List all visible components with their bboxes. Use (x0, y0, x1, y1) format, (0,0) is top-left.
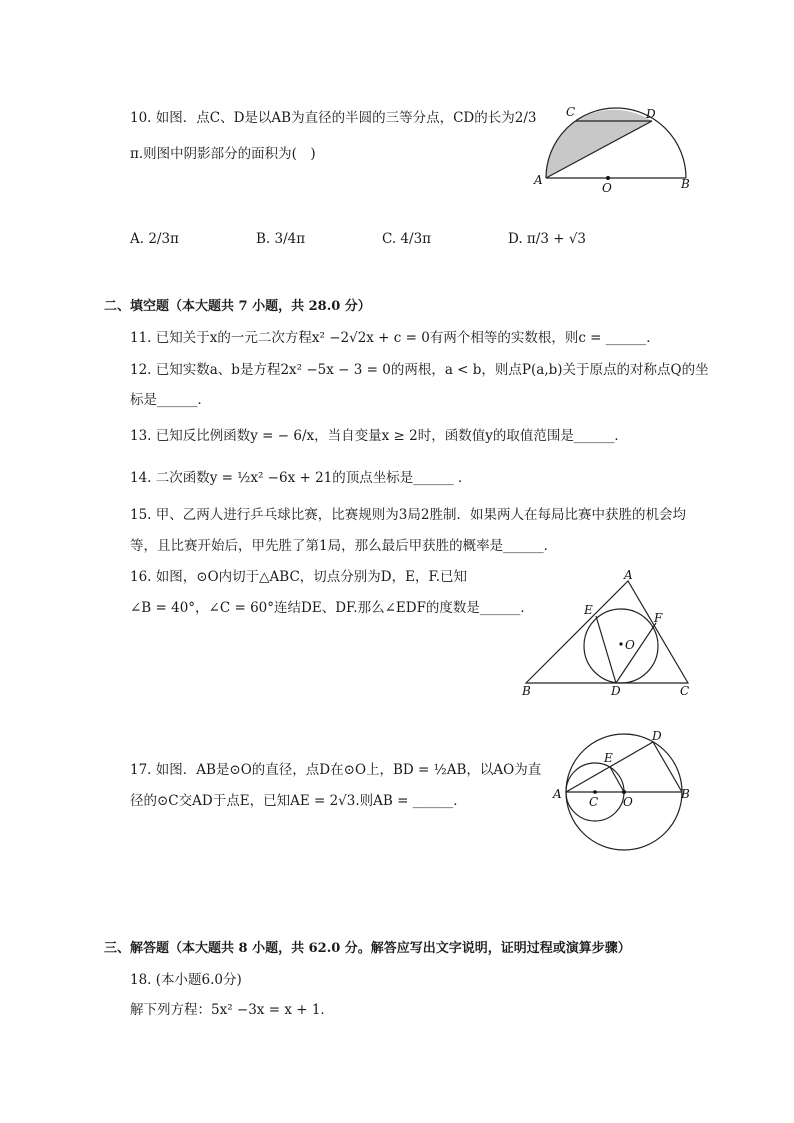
q10-label-o: O (602, 181, 612, 195)
q17-circles-figure (548, 728, 698, 852)
q16-segment-df (616, 623, 656, 683)
q11-text: 11. 已知关于x的一元二次方程x² −2√2x + c = 0有两个相等的实数根，则c = ______． (130, 330, 660, 346)
q16-label-e: E (584, 603, 593, 617)
q10-option-a: A. 2/3π (130, 231, 179, 247)
q14-text: 14. 二次函数y = ½x² −6x + 21的顶点坐标是______ ． (130, 470, 472, 486)
q10-shaded-region (546, 110, 652, 178)
q18-line2: 解下列方程：5x² −3x = x + 1． (130, 1002, 334, 1018)
q12-line2: 标是______． (130, 392, 211, 408)
q16-label-c: C (680, 684, 690, 698)
q17-label-b: B (681, 787, 690, 801)
q18-line1: 18. (本小题6.0分) (130, 972, 242, 988)
q10-option-d: D. π/3 + √3 (508, 231, 587, 247)
q17-label-a: A (553, 787, 562, 801)
q17-line2: 径的⊙C交AD于点E，已知AE = 2√3.则AB = ______． (130, 793, 467, 809)
q10-semicircle-figure (528, 100, 698, 200)
q16-line1: 16. 如图，⊙O内切于△ABC，切点分别为D，E，F.已知 (130, 569, 468, 585)
q10-option-c: C. 4/3π (382, 231, 432, 247)
q17-segment-oe (610, 767, 624, 792)
q17-line1: 17. 如图．AB是⊙O的直径，点D在⊙O上，BD = ½AB，以AO为直 (130, 762, 542, 778)
q16-label-o: O (625, 638, 635, 652)
q10-option-b: B. 3/4π (256, 231, 306, 247)
q17-label-e: E (604, 751, 613, 765)
q12-line1: 12. 已知实数a、b是方程2x² −5x − 3 = 0的两根，a < b，则点P(a,b)关于原点的对称点Q的坐 (130, 362, 709, 378)
q10-line1: 10. 如图．点C、D是以AB为直径的半圆的三等分点，CD的长为2/3 (130, 110, 537, 126)
q16-incircle (584, 609, 658, 683)
q15-line2: 等，且比赛开始后，甲先胜了第1局，那么最后甲获胜的概率是______． (130, 538, 558, 554)
section-3-title: 三、解答题（本大题共 8 小题，共 62.0 分。解答应写出文字说明，证明过程或演算步骤） (104, 941, 631, 956)
q16-label-b: B (522, 684, 531, 698)
q10-label-a: A (534, 173, 543, 187)
q17-center-c-dot (593, 790, 597, 794)
q10-center-dot (606, 176, 610, 180)
q10-label-d: D (646, 107, 656, 121)
q10-line2: π.则图中阴影部分的面积为( ) (130, 146, 316, 162)
q17-chord-ad (566, 742, 653, 792)
q10-label-c: C (566, 105, 576, 119)
q16-label-f: F (654, 611, 663, 625)
q16-segment-de (596, 616, 616, 683)
q16-triangle-abc (526, 581, 688, 683)
q15-line1: 15. 甲、乙两人进行乒乓球比赛，比赛规则为3局2胜制．如果两人在每局比赛中获胜的机会均 (130, 507, 686, 523)
q17-label-o: O (623, 795, 633, 809)
q13-text: 13. 已知反比例函数y = − 6/x，当自变量x ≥ 2时，函数值y的取值范围是______． (130, 428, 628, 444)
q17-label-d: D (652, 729, 662, 743)
q16-label-d: D (611, 684, 621, 698)
q16-label-a: A (624, 568, 633, 582)
q16-triangle-incircle-figure (514, 568, 704, 698)
q16-line2: ∠B = 40°，∠C = 60°连结DE、DF.那么∠EDF的度数是______． (130, 600, 534, 616)
q16-center-dot (619, 642, 622, 645)
q17-chord-bd (653, 742, 682, 792)
q17-center-o-dot (622, 790, 626, 794)
q10-label-b: B (681, 177, 690, 191)
section-2-title: 二、填空题（本大题共 7 小题，共 28.0 分） (104, 299, 371, 314)
q17-label-c: C (589, 795, 599, 809)
